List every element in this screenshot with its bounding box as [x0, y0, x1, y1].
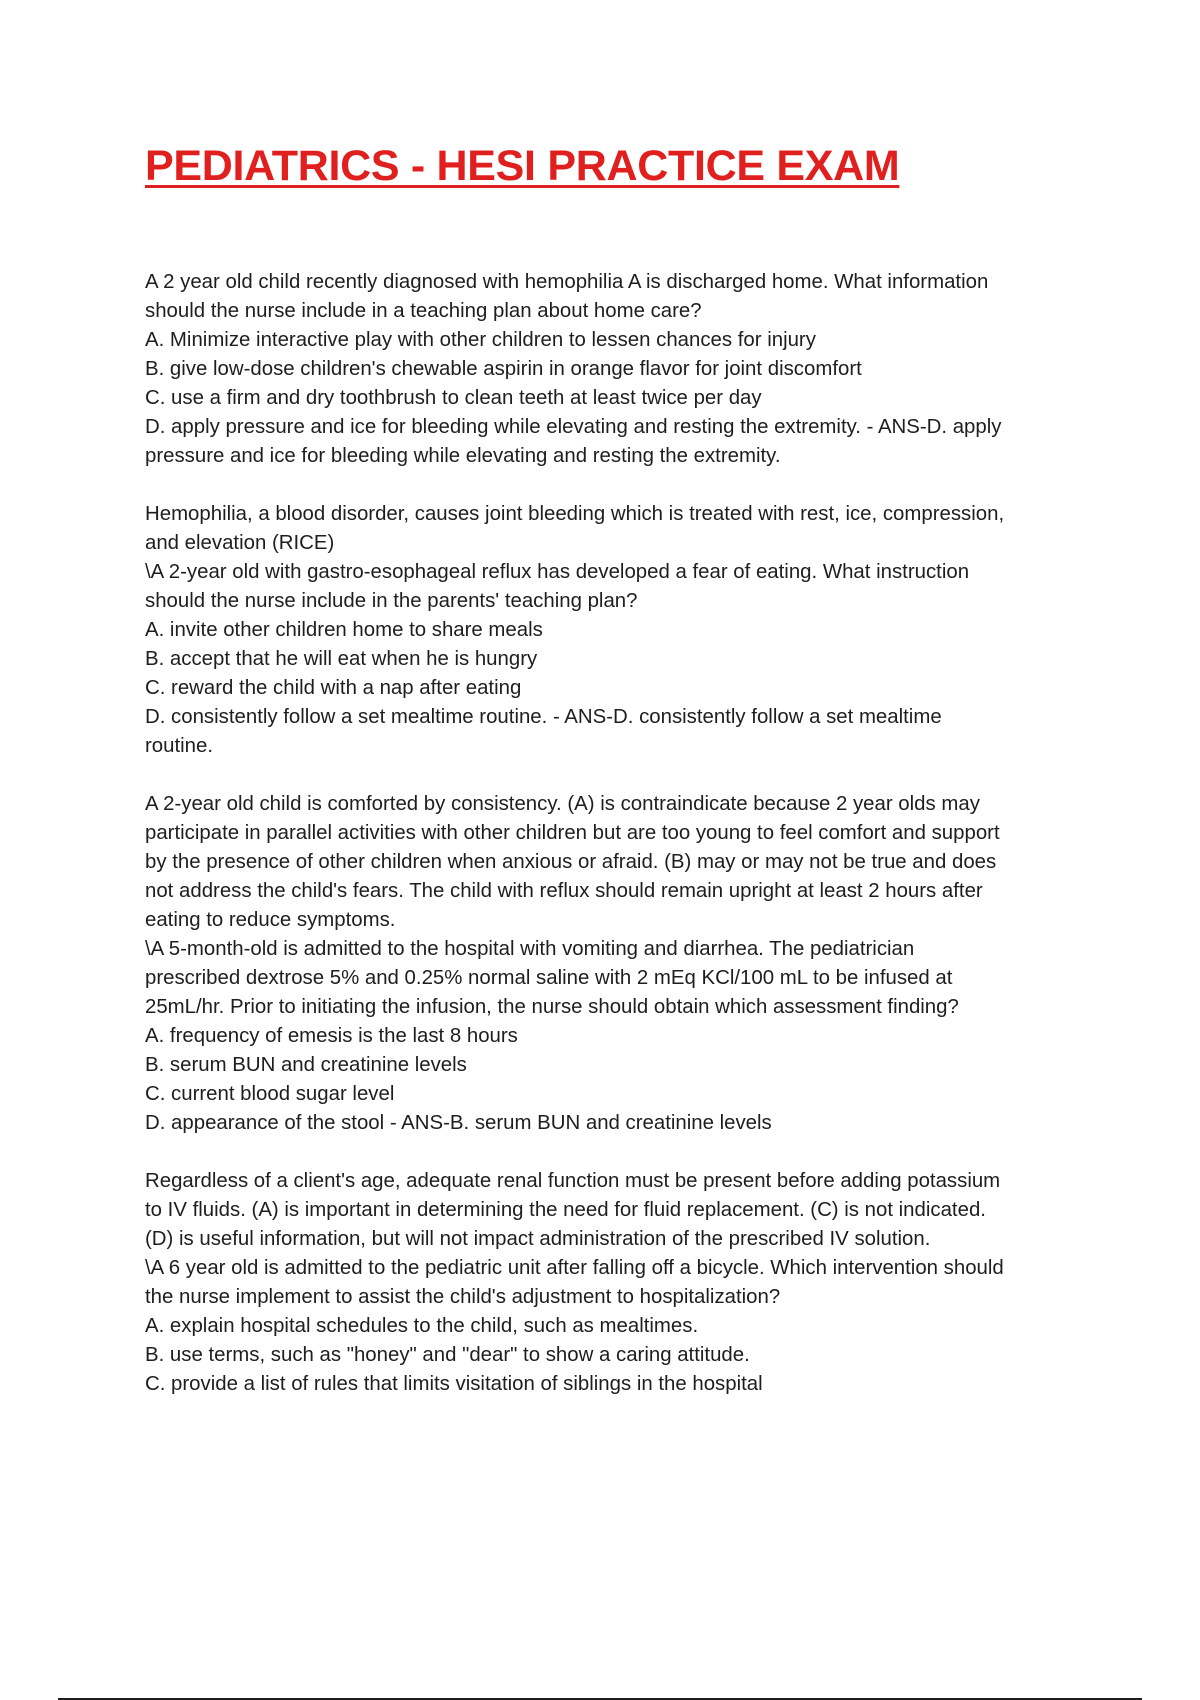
rationale-line: Hemophilia, a blood disorder, causes joint bleeding which is treated with rest, ice, compression,: [145, 503, 1005, 525]
answer-option: B. give low-dose children's chewable aspirin in orange flavor for joint discomfort: [145, 358, 862, 380]
rationale-line: (D) is useful information, but will not impact administration of the prescribed IV solution.: [145, 1228, 931, 1250]
answer-option: D. apply pressure and ice for bleeding while elevating and resting the extremity. - ANS-D. apply: [145, 416, 1002, 438]
answer-option: D. consistently follow a set mealtime routine. - ANS-D. consistently follow a set mealtime: [145, 706, 942, 728]
question-block: [145, 790, 1085, 1138]
text-line: A 2 year old child recently diagnosed with hemophilia A is discharged home. What information: [145, 271, 989, 293]
answer-option: D. appearance of the stool - ANS-B. serum BUN and creatinine levels: [145, 1112, 772, 1134]
answer-option: C. provide a list of rules that limits visitation of siblings in the hospital: [145, 1373, 763, 1395]
text-line: prescribed dextrose 5% and 0.25% normal saline with 2 mEq KCl/100 mL to be infused at: [145, 967, 953, 989]
text-line: the nurse implement to assist the child's adjustment to hospitalization?: [145, 1286, 781, 1308]
answer-option: A. explain hospital schedules to the child, such as mealtimes.: [145, 1315, 699, 1337]
answer-option: C. current blood sugar level: [145, 1083, 395, 1105]
answer-option: C. use a firm and dry toothbrush to clean teeth at least twice per day: [145, 387, 762, 409]
rationale-line: Regardless of a client's age, adequate renal function must be present before adding potassium: [145, 1170, 1001, 1192]
text-line: should the nurse include in the parents' teaching plan?: [145, 590, 638, 612]
rationale-line: to IV fluids. (A) is important in determining the need for fluid replacement. (C) is not indicated.: [145, 1199, 986, 1221]
answer-option: C. reward the child with a nap after eating: [145, 677, 522, 699]
answer-option: A. invite other children home to share meals: [145, 619, 543, 641]
text-line: 25mL/hr. Prior to initiating the infusion, the nurse should obtain which assessment finding?: [145, 996, 959, 1018]
answer-option: A. Minimize interactive play with other children to lessen chances for injury: [145, 329, 816, 351]
rationale-line: participate in parallel activities with other children but are too young to feel comfort and support: [145, 822, 1000, 844]
answer-option: B. use terms, such as "honey" and "dear" to show a caring attitude.: [145, 1344, 750, 1366]
question-block: [145, 500, 1085, 761]
answer-option: B. accept that he will eat when he is hungry: [145, 648, 538, 670]
text-line: routine.: [145, 735, 214, 757]
document-body: [145, 268, 1085, 1428]
page-title: PEDIATRICS - HESI PRACTICE EXAM: [145, 142, 900, 190]
rationale-line: and elevation (RICE): [145, 532, 335, 554]
text-line: pressure and ice for bleeding while elevating and resting the extremity.: [145, 445, 781, 467]
rationale-line: not address the child's fears. The child with reflux should remain upright at least 2 hours after: [145, 880, 983, 902]
rationale-line: by the presence of other children when anxious or afraid. (B) may or may not be true and does: [145, 851, 997, 873]
question-block: [145, 268, 1085, 471]
answer-option: B. serum BUN and creatinine levels: [145, 1054, 467, 1076]
rationale-line: eating to reduce symptoms.: [145, 909, 396, 931]
text-line: \A 6 year old is admitted to the pediatric unit after falling off a bicycle. Which intervention should: [145, 1257, 1004, 1279]
question-block: [145, 1167, 1085, 1399]
text-line: \A 2-year old with gastro-esophageal reflux has developed a fear of eating. What instruction: [145, 561, 970, 583]
rationale-line: A 2-year old child is comforted by consistency. (A) is contraindicate because 2 year olds may: [145, 793, 980, 815]
text-line: \A 5-month-old is admitted to the hospital with vomiting and diarrhea. The pediatrician: [145, 938, 915, 960]
answer-option: A. frequency of emesis is the last 8 hours: [145, 1025, 518, 1047]
text-line: should the nurse include in a teaching plan about home care?: [145, 300, 702, 322]
